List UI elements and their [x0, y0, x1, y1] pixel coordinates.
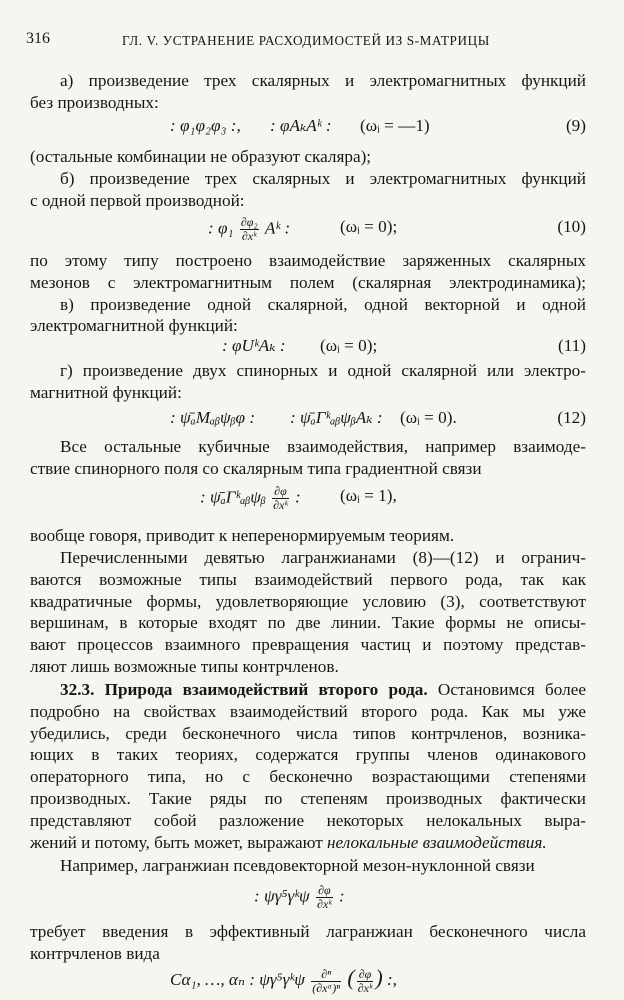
- section-heading: 32.3. Природа взаимодействий второго рода.: [60, 680, 428, 699]
- equation-expression: : ψ̄ₐΓᵏₐᵦψᵦAₖ :: [290, 408, 383, 427]
- fraction: $\frac{\partial\varphi}{\text{∂xᵏ}}$: [273, 484, 288, 512]
- text-line: требует введения в эффективный лагранжиан бесконечного числа: [30, 922, 586, 941]
- equation-condition: (ωᵢ = 0).: [400, 408, 457, 427]
- text-line: производных. Такие ряды по степеням производных фактически: [30, 788, 586, 808]
- text-line: убедились, среди бесконечного числа типов контрчленов, возника-: [30, 723, 586, 743]
- text-line: без производных:: [30, 92, 159, 112]
- text-line: операторного типа, но с бесконечно возрастающими степенями: [30, 767, 586, 787]
- fraction: $\frac{\text{∂ⁿ}}{\text{(∂xᵅ)ⁿ}}$: [312, 966, 341, 995]
- paragraph-result: [30, 525, 586, 547]
- text-line: подробно на свойствах взаимодействий второго рода. Как мы уже: [30, 701, 586, 721]
- equation-expression: Cα₁, …, αₙ : ψγ⁵γᵏψ $\frac{\text{∂ⁿ}}{\text{(∂xᵅ)ⁿ}}$ ( $\frac{\partial\varphi}{\text{∂xᵏ}}$ ) :,: [170, 965, 397, 995]
- text-line: квадратичные формы, удовлетворяющие условию (3), соответствуют: [30, 591, 586, 611]
- fraction: $\frac{\partial\varphi}{\text{∂xᵏ}}$: [317, 883, 332, 911]
- fraction: $\frac{\partial\varphi}{\text{∂xᵏ}}$: [357, 966, 373, 995]
- paragraph-a: [30, 70, 586, 114]
- equation-expression: : ψγ⁵γᵏψ $\frac{\partial\varphi}{\text{∂xᵏ}}$ :: [254, 883, 345, 911]
- equation-condition: (ωᵢ = 0);: [320, 336, 378, 355]
- text-line: ющих в таких теориях, содержатся группы членов одинакового: [30, 745, 586, 765]
- text-line: (остальные комбинации не образуют скаляра);: [30, 147, 372, 166]
- text-line: вают процессов взаимного превращения частиц и поэтому представ-: [30, 635, 586, 655]
- equation-expression: : φAₖAᵏ :: [270, 116, 332, 135]
- running-head: ГЛ. V. УСТРАНЕНИЕ РАСХОДИМОСТЕЙ ИЗ S-МАТРИЦЫ: [122, 33, 490, 48]
- section-32-3: [30, 679, 586, 853]
- emphasis: нелокальные взаимодействия.: [327, 832, 547, 852]
- paragraph-example: [30, 855, 586, 877]
- text-line: ствие спинорного поля со скалярным типа градиентной связи: [30, 458, 482, 478]
- equation-number: (11): [558, 336, 586, 355]
- page-number: 316: [26, 30, 50, 47]
- equation-expression: : ψ̄ₐMₐᵦψᵦφ :: [170, 408, 256, 427]
- text-line: магнитной функций:: [30, 382, 182, 402]
- paragraph-v: [30, 250, 586, 337]
- text-line: представляют собой разложение некоторых нелокальных выра-: [30, 810, 586, 830]
- text-line: в) произведение одной скалярной, одной векторной и одной: [60, 294, 586, 314]
- equation-expression: : φ₁φ₂φ₃ :,: [170, 116, 241, 135]
- equation-9: [30, 115, 586, 145]
- text-line: 32.3. Природа взаимодействий второго рода. Остановимся более: [60, 680, 586, 699]
- equation-expression: : φUᵏAₖ :: [222, 336, 286, 355]
- equation-gradient: [30, 479, 586, 515]
- text-line: по этому типу построено взаимодействие заряженных скалярных: [30, 251, 586, 270]
- equation-expression: : ψ̄ₐΓᵏₐᵦψᵦ $\frac{\partial\varphi}{\text{∂xᵏ}}$ :: [200, 484, 301, 512]
- text-line: контрчленов вида: [30, 943, 160, 963]
- text-line: мезонов с электромагнитным полем (скалярная электродинамика);: [30, 272, 586, 292]
- equation-condition: (ωᵢ = 0);: [340, 217, 398, 236]
- equation-pseudovector: [30, 880, 586, 916]
- paragraph-requires: [30, 921, 586, 965]
- text-line: б) произведение трех скалярных и электромагнитных функций: [60, 168, 586, 188]
- text-line: вообще говоря, приводит к неперенормируемым теориям.: [30, 526, 455, 545]
- text-line: жений и потому, быть может, выражают нелокальные взаимодействия.: [30, 832, 547, 852]
- text-line: Например, лагранжиан псевдовекторной мезон-нуклонной связи: [60, 856, 535, 875]
- paragraph-g: [30, 360, 586, 404]
- equation-number: (9): [565, 116, 586, 135]
- equation-condition: (ωᵢ = 1),: [340, 486, 397, 505]
- text-line: ляют лишь возможные типы контрчленов.: [30, 656, 339, 676]
- text-line: Все остальные кубичные взаимодействия, например взаимоде-: [60, 437, 586, 456]
- text-line: с одной первой производной:: [30, 190, 245, 210]
- equation-number: (10): [557, 217, 586, 236]
- page-header: [26, 28, 586, 48]
- equation-series: [30, 964, 586, 998]
- paragraph-rest: [30, 436, 586, 480]
- equation-10: [30, 210, 586, 246]
- fraction: $\frac{\text{∂φ₂}}{\text{∂xᵏ}}$: [240, 215, 258, 243]
- text-line: Перечисленными девятью лагранжианами (8)—(12) и огранич-: [60, 548, 586, 567]
- equation-12: [30, 407, 586, 437]
- text-line: электромагнитной функций:: [30, 316, 238, 336]
- text-line: г) произведение двух спинорных и одной скалярной или электро-: [60, 361, 586, 380]
- equation-number: (12): [557, 408, 586, 427]
- equation-condition: (ωᵢ = —1): [360, 116, 430, 135]
- text-line: ваются возможные типы взаимодействий первого рода, так как: [30, 569, 586, 589]
- text-line: а) произведение трех скалярных и электромагнитных функций: [60, 71, 586, 90]
- equation-expression: : φ₁ $\frac{\text{∂φ₂}}{\text{∂xᵏ}}$ Aᵏ :: [208, 215, 291, 243]
- paragraph-listed: [30, 547, 586, 678]
- text-line: вершинам, в которые входят по две линии. Такие формы не описы-: [30, 613, 586, 633]
- paragraph-b: [30, 146, 586, 211]
